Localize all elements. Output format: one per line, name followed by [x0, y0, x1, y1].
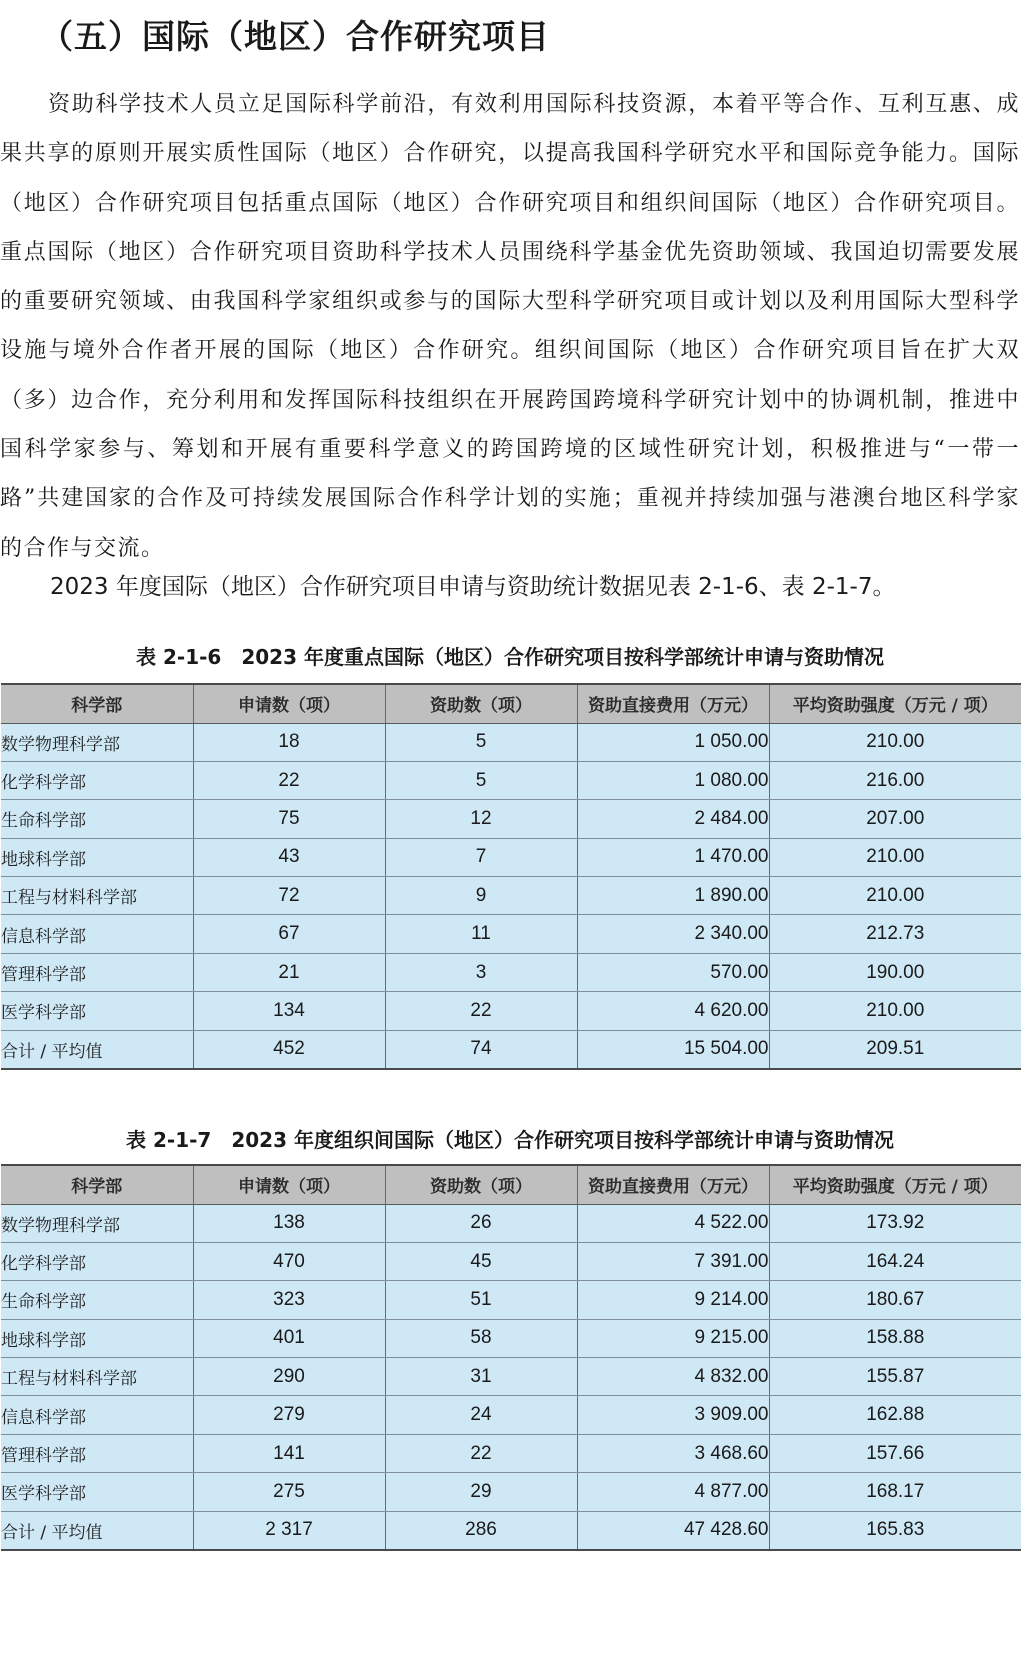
cell-funded: 51	[385, 1281, 577, 1319]
cell-funded: 24	[385, 1396, 577, 1434]
cell-average-intensity: 173.92	[769, 1204, 1021, 1242]
column-header-average-intensity: 平均资助强度（万元 / 项）	[769, 1165, 1021, 1204]
cell-applications: 275	[193, 1473, 385, 1511]
cell-department: 医学科学部	[1, 992, 193, 1030]
cell-department: 信息科学部	[1, 1396, 193, 1434]
cell-direct-cost: 9 215.00	[577, 1319, 769, 1357]
table-caption: 表 2-1-6 2023 年度重点国际（地区）合作研究项目按科学部统计申请与资助情况	[136, 645, 884, 669]
cell-applications: 323	[193, 1281, 385, 1319]
cell-funded: 7	[385, 838, 577, 876]
cell-funded: 22	[385, 992, 577, 1030]
table-row	[1, 838, 1021, 876]
table-row	[1, 1242, 1021, 1280]
column-header-direct-cost: 资助直接费用（万元）	[577, 684, 769, 723]
column-header-funded: 资助数（项）	[385, 1165, 577, 1204]
cell-funded: 3	[385, 953, 577, 991]
column-header-direct-cost: 资助直接费用（万元）	[577, 1165, 769, 1204]
cell-department: 工程与材料科学部	[1, 1358, 193, 1396]
table-caption: 表 2-1-7 2023 年度组织间国际（地区）合作研究项目按科学部统计申请与资助情况	[126, 1128, 894, 1152]
cell-direct-cost: 2 340.00	[577, 915, 769, 953]
table-row	[1, 723, 1021, 761]
table-row	[1, 761, 1021, 799]
cell-average-intensity: 155.87	[769, 1358, 1021, 1396]
table-row	[1, 1434, 1021, 1472]
cell-direct-cost: 4 522.00	[577, 1204, 769, 1242]
cell-funded: 29	[385, 1473, 577, 1511]
table-total-row	[1, 1030, 1021, 1068]
cell-department: 管理科学部	[1, 953, 193, 991]
cell-funded: 74	[385, 1030, 577, 1068]
cell-applications: 290	[193, 1358, 385, 1396]
cell-average-intensity: 210.00	[769, 992, 1021, 1030]
table-row	[1, 1204, 1021, 1242]
column-header-department: 科学部	[1, 1165, 193, 1204]
cell-direct-cost: 15 504.00	[577, 1030, 769, 1068]
cell-direct-cost: 4 877.00	[577, 1473, 769, 1511]
cell-department: 生命科学部	[1, 800, 193, 838]
column-header-department: 科学部	[1, 684, 193, 723]
cell-direct-cost: 1 890.00	[577, 877, 769, 915]
cell-direct-cost: 2 484.00	[577, 800, 769, 838]
table-row	[1, 1358, 1021, 1396]
cell-department: 合计 / 平均值	[1, 1511, 193, 1549]
table-header-row	[1, 1165, 1021, 1204]
cell-department: 管理科学部	[1, 1434, 193, 1472]
cell-average-intensity: 209.51	[769, 1030, 1021, 1068]
cell-applications: 470	[193, 1242, 385, 1280]
cell-average-intensity: 190.00	[769, 953, 1021, 991]
cell-department: 数学物理科学部	[1, 1204, 193, 1242]
cell-funded: 5	[385, 761, 577, 799]
cell-department: 合计 / 平均值	[1, 1030, 193, 1068]
statistics-reference-line: 2023 年度国际（地区）合作研究项目申请与资助统计数据见表 2-1-6、表 2-1-7。	[50, 574, 896, 600]
cell-applications: 21	[193, 953, 385, 991]
cell-funded: 26	[385, 1204, 577, 1242]
intro-paragraph: 资助科学技术人员立足国际科学前沿，有效利用国际科技资源，本着平等合作、互利互惠、成果共享的原则开展实质性国际（地区）合作研究，以提高我国科学研究水平和国际竞争能力。国际（地区）合作研究项目包括重点国际（地区）合作研究项目和组织间国际（地区）合作研究项目。重点国际（地区）合作研究项目资助科学技术人员围绕科学基金优先资助领域、我国迫切需要发展的重要研究领域、由我国科学家组织或参与的国际大型科学研究项目或计划以及利用国际大型科学设施与境外合作者开展的国际（地区）合作研究。组织间国际（地区）合作研究项目旨在扩大双（多）边合作，充分利用和发挥国际科技组织在开展跨国跨境科学研究计划中的协调机制，推进中国科学家参与、筹划和开展有重要科学意义的跨国跨境的区域性研究计划，积极推进与“一带一路”共建国家的合作及可持续发展国际合作科学计划的实施；重视并持续加强与港澳台地区科学家的合作与交流。	[0, 92, 1020, 561]
table-row	[1, 1319, 1021, 1357]
column-header-funded: 资助数（项）	[385, 684, 577, 723]
cell-average-intensity: 210.00	[769, 838, 1021, 876]
table-row	[1, 953, 1021, 991]
cell-funded: 12	[385, 800, 577, 838]
cell-direct-cost: 1 080.00	[577, 761, 769, 799]
cell-applications: 138	[193, 1204, 385, 1242]
cell-department: 地球科学部	[1, 838, 193, 876]
cell-department: 地球科学部	[1, 1319, 193, 1357]
cell-average-intensity: 165.83	[769, 1511, 1021, 1549]
table-row	[1, 915, 1021, 953]
column-header-average-intensity: 平均资助强度（万元 / 项）	[769, 684, 1021, 723]
cell-funded: 45	[385, 1242, 577, 1280]
cell-direct-cost: 4 620.00	[577, 992, 769, 1030]
cell-average-intensity: 210.00	[769, 723, 1021, 761]
cell-applications: 67	[193, 915, 385, 953]
cell-average-intensity: 164.24	[769, 1242, 1021, 1280]
table-row	[1, 1396, 1021, 1434]
cell-applications: 452	[193, 1030, 385, 1068]
cell-funded: 31	[385, 1358, 577, 1396]
cell-applications: 18	[193, 723, 385, 761]
table-row	[1, 800, 1021, 838]
cell-department: 医学科学部	[1, 1473, 193, 1511]
cell-direct-cost: 47 428.60	[577, 1511, 769, 1549]
cell-direct-cost: 3 909.00	[577, 1396, 769, 1434]
table-row	[1, 1473, 1021, 1511]
cell-applications: 75	[193, 800, 385, 838]
cell-direct-cost: 7 391.00	[577, 1242, 769, 1280]
cell-funded: 11	[385, 915, 577, 953]
cell-funded: 22	[385, 1434, 577, 1472]
cell-applications: 2 317	[193, 1511, 385, 1549]
cell-average-intensity: 207.00	[769, 800, 1021, 838]
cell-direct-cost: 3 468.60	[577, 1434, 769, 1472]
column-header-applications: 申请数（项）	[193, 1165, 385, 1204]
cell-funded: 58	[385, 1319, 577, 1357]
cell-department: 工程与材料科学部	[1, 877, 193, 915]
cell-direct-cost: 9 214.00	[577, 1281, 769, 1319]
cell-average-intensity: 168.17	[769, 1473, 1021, 1511]
cell-department: 数学物理科学部	[1, 723, 193, 761]
cell-department: 化学科学部	[1, 1242, 193, 1280]
cell-applications: 279	[193, 1396, 385, 1434]
table-total-row	[1, 1511, 1021, 1549]
cell-funded: 286	[385, 1511, 577, 1549]
inter-organizational-projects-table	[1, 1164, 1021, 1551]
cell-average-intensity: 212.73	[769, 915, 1021, 953]
cell-average-intensity: 157.66	[769, 1434, 1021, 1472]
cell-average-intensity: 210.00	[769, 877, 1021, 915]
cell-funded: 9	[385, 877, 577, 915]
cell-applications: 141	[193, 1434, 385, 1472]
cell-applications: 22	[193, 761, 385, 799]
cell-average-intensity: 162.88	[769, 1396, 1021, 1434]
table-header-row	[1, 684, 1021, 723]
cell-average-intensity: 180.67	[769, 1281, 1021, 1319]
cell-applications: 401	[193, 1319, 385, 1357]
cell-average-intensity: 216.00	[769, 761, 1021, 799]
cell-applications: 72	[193, 877, 385, 915]
cell-average-intensity: 158.88	[769, 1319, 1021, 1357]
cell-applications: 134	[193, 992, 385, 1030]
cell-department: 生命科学部	[1, 1281, 193, 1319]
section-heading: （五）国际（地区）合作研究项目	[40, 17, 550, 56]
key-international-projects-table	[1, 683, 1021, 1070]
table-row	[1, 1281, 1021, 1319]
cell-direct-cost: 1 470.00	[577, 838, 769, 876]
table-row	[1, 877, 1021, 915]
cell-applications: 43	[193, 838, 385, 876]
table-row	[1, 992, 1021, 1030]
column-header-applications: 申请数（项）	[193, 684, 385, 723]
cell-direct-cost: 4 832.00	[577, 1358, 769, 1396]
cell-direct-cost: 1 050.00	[577, 723, 769, 761]
cell-department: 化学科学部	[1, 761, 193, 799]
cell-department: 信息科学部	[1, 915, 193, 953]
cell-direct-cost: 570.00	[577, 953, 769, 991]
cell-funded: 5	[385, 723, 577, 761]
